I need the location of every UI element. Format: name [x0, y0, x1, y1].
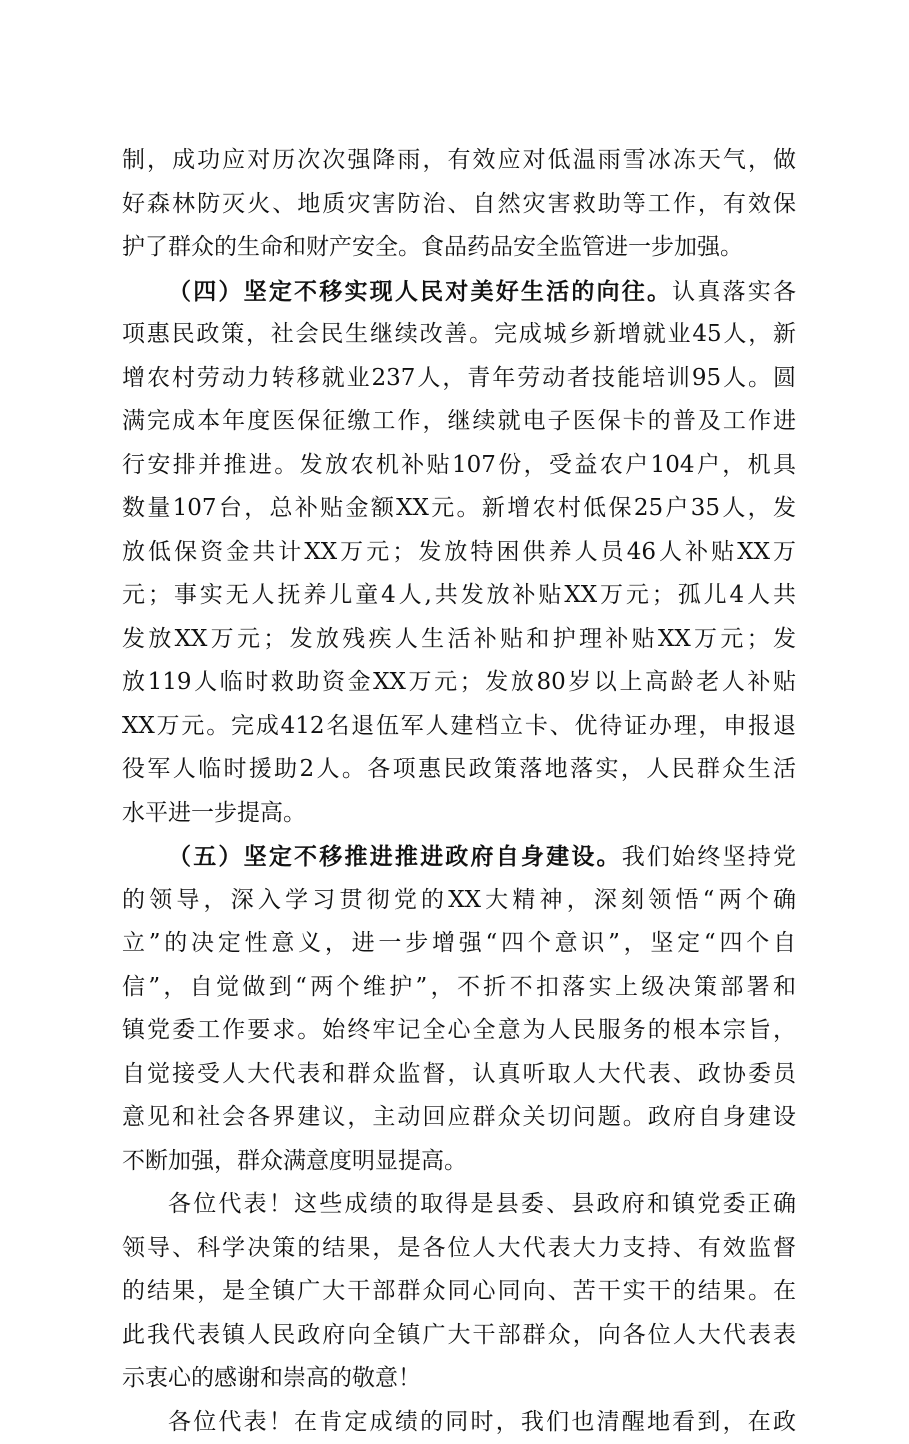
text-line: 的结果，是全镇广大干部群众同心同向、苦干实干的结果。在: [122, 1270, 796, 1314]
text-line: 各位代表！在肯定成绩的同时，我们也清醒地看到，在政: [122, 1401, 796, 1444]
text-line: 意见和社会各界建议，主动回应群众关切问题。政府自身建设: [122, 1096, 796, 1140]
text-line: 各位代表！这些成绩的取得是县委、县政府和镇党委正确: [122, 1183, 796, 1227]
text-line: 数量107台，总补贴金额XX元。新增农村低保25户35人，发: [122, 487, 796, 531]
section-heading: （五）坚定不移推进推进政府自身建设。: [168, 843, 622, 870]
text-line: 役军人临时援助2人。各项惠民政策落地落实，人民群众生活: [122, 748, 796, 792]
paragraph: [122, 139, 796, 270]
text-line: XX万元。完成412名退伍军人建档立卡、优待证办理，申报退: [122, 705, 796, 749]
text-line: 制，成功应对历次次强降雨，有效应对低温雨雪冰冻天气，做: [122, 139, 796, 183]
text-line: 行安排并推进。发放农机补贴107份，受益农户104户，机具: [122, 444, 796, 488]
text-line: 护了群众的生命和财产安全。食品药品安全监管进一步加强。: [122, 226, 796, 270]
text-line: 立”的决定性意义，进一步增强“四个意识”，坚定“四个自: [122, 922, 796, 966]
text-line: 放低保资金共计XX万元；发放特困供养人员46人补贴XX万: [122, 531, 796, 575]
text-line: 示衷心的感谢和崇高的敬意！: [122, 1357, 796, 1401]
text-line: 不断加强，群众满意度明显提高。: [122, 1140, 796, 1184]
paragraph: [122, 835, 796, 1183]
text-line: 放119人临时救助资金XX万元；发放80岁以上高龄老人补贴: [122, 661, 796, 705]
text-line: 自觉接受人大代表和群众监督，认真听取人大代表、政协委员: [122, 1053, 796, 1097]
text-line: [122, 270, 796, 314]
section-heading: （四）坚定不移实现人民对美好生活的向往。: [168, 278, 672, 305]
text-line: 满完成本年度医保征缴工作，继续就电子医保卡的普及工作进: [122, 400, 796, 444]
document-page: [122, 139, 796, 1444]
text-line: 元；事实无人抚养儿童4人,共发放补贴XX万元；孤儿4人共: [122, 574, 796, 618]
text-line: 的领导，深入学习贯彻党的XX大精神，深刻领悟“两个确: [122, 879, 796, 923]
text-line: 发放XX万元；发放残疾人生活补贴和护理补贴XX万元；发: [122, 618, 796, 662]
text-line: 好森林防灭火、地质灾害防治、自然灾害救助等工作，有效保: [122, 183, 796, 227]
paragraph: [122, 1401, 796, 1444]
text-line: [122, 835, 796, 879]
paragraph: [122, 1183, 796, 1401]
text-line: 项惠民政策，社会民生继续改善。完成城乡新增就业45人，新: [122, 313, 796, 357]
text-line: 领导、科学决策的结果，是各位人大代表大力支持、有效监督: [122, 1227, 796, 1271]
text-line: 镇党委工作要求。始终牢记全心全意为人民服务的根本宗旨，: [122, 1009, 796, 1053]
paragraph: [122, 270, 796, 836]
text-line: 增农村劳动力转移就业237人，青年劳动者技能培训95人。圆: [122, 357, 796, 401]
text-line: 水平进一步提高。: [122, 792, 796, 836]
text-line: 此我代表镇人民政府向全镇广大干部群众，向各位人大代表表: [122, 1314, 796, 1358]
text-run: 认真落实各: [672, 279, 796, 305]
text-line: 信”，自觉做到“两个维护”，不折不扣落实上级决策部署和: [122, 966, 796, 1010]
text-run: 我们始终坚持党: [622, 844, 796, 870]
